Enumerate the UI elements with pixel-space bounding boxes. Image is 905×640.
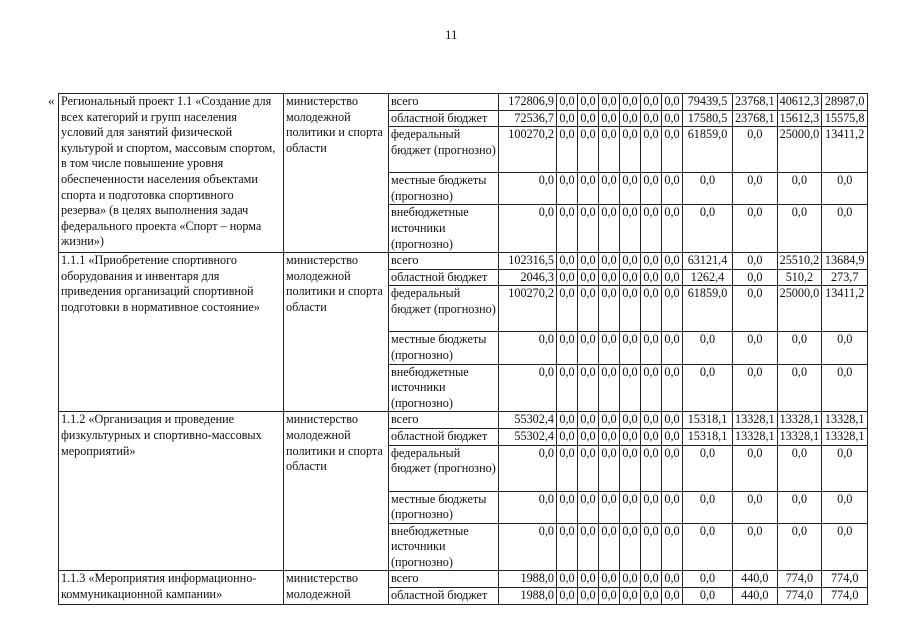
year-value: 0,0 bbox=[578, 588, 599, 605]
year-value: 0,0 bbox=[578, 127, 599, 173]
year-value: 0,0 bbox=[733, 332, 778, 364]
table-row bbox=[59, 94, 868, 111]
year-value: 0,0 bbox=[620, 491, 641, 523]
year-value: 0,0 bbox=[822, 491, 868, 523]
year-value: 0,0 bbox=[599, 269, 620, 286]
funding-source: всего bbox=[389, 571, 499, 588]
year-value: 28987,0 bbox=[822, 94, 868, 111]
year-value: 0,0 bbox=[620, 269, 641, 286]
total-value: 100270,2 bbox=[499, 286, 557, 332]
year-value: 0,0 bbox=[662, 94, 683, 111]
year-value: 0,0 bbox=[662, 332, 683, 364]
year-value: 15575,8 bbox=[822, 110, 868, 127]
year-value: 0,0 bbox=[683, 571, 733, 588]
year-value: 0,0 bbox=[641, 110, 662, 127]
year-value: 0,0 bbox=[620, 205, 641, 253]
executor: министерство молодежной политики и спорта области bbox=[284, 253, 389, 412]
table-row bbox=[59, 412, 868, 429]
year-value: 0,0 bbox=[599, 428, 620, 445]
year-value: 25000,0 bbox=[777, 286, 822, 332]
year-value: 61859,0 bbox=[683, 127, 733, 173]
year-value: 0,0 bbox=[662, 412, 683, 429]
year-value: 0,0 bbox=[599, 173, 620, 205]
total-value: 2046,3 bbox=[499, 269, 557, 286]
year-value: 0,0 bbox=[733, 173, 778, 205]
year-value: 17580,5 bbox=[683, 110, 733, 127]
total-value: 1988,0 bbox=[499, 588, 557, 605]
total-value: 0,0 bbox=[499, 445, 557, 491]
funding-source: федеральный бюджет (прогнозно) bbox=[389, 445, 499, 491]
year-value: 0,0 bbox=[620, 127, 641, 173]
year-value: 0,0 bbox=[578, 445, 599, 491]
funding-source: областной бюджет bbox=[389, 110, 499, 127]
total-value: 0,0 bbox=[499, 491, 557, 523]
year-value: 0,0 bbox=[822, 364, 868, 412]
total-value: 55302,4 bbox=[499, 412, 557, 429]
year-value: 0,0 bbox=[578, 269, 599, 286]
year-value: 0,0 bbox=[599, 286, 620, 332]
year-value: 13328,1 bbox=[822, 428, 868, 445]
year-value: 0,0 bbox=[599, 571, 620, 588]
year-value: 0,0 bbox=[822, 332, 868, 364]
year-value: 0,0 bbox=[620, 286, 641, 332]
year-value: 0,0 bbox=[578, 253, 599, 270]
funding-source: федеральный бюджет (прогнозно) bbox=[389, 286, 499, 332]
year-value: 0,0 bbox=[557, 491, 578, 523]
year-value: 0,0 bbox=[733, 445, 778, 491]
opening-quote-mark: « bbox=[48, 93, 55, 108]
year-value: 0,0 bbox=[641, 428, 662, 445]
executor: министерство молодежной политики и спорта области bbox=[284, 94, 389, 253]
funding-source: федеральный бюджет (прогнозно) bbox=[389, 127, 499, 173]
year-value: 0,0 bbox=[683, 364, 733, 412]
table-row bbox=[59, 253, 868, 270]
year-value: 0,0 bbox=[620, 523, 641, 571]
year-value: 774,0 bbox=[822, 571, 868, 588]
year-value: 0,0 bbox=[733, 127, 778, 173]
total-value: 0,0 bbox=[499, 523, 557, 571]
year-value: 15612,3 bbox=[777, 110, 822, 127]
year-value: 0,0 bbox=[578, 428, 599, 445]
year-value: 23768,1 bbox=[733, 94, 778, 111]
funding-source: всего bbox=[389, 253, 499, 270]
year-value: 0,0 bbox=[662, 205, 683, 253]
total-value: 72536,7 bbox=[499, 110, 557, 127]
year-value: 440,0 bbox=[733, 588, 778, 605]
year-value: 0,0 bbox=[620, 94, 641, 111]
table-row bbox=[59, 571, 868, 588]
budget-table bbox=[58, 93, 868, 605]
year-value: 0,0 bbox=[777, 332, 822, 364]
year-value: 0,0 bbox=[578, 332, 599, 364]
year-value: 0,0 bbox=[578, 94, 599, 111]
year-value: 0,0 bbox=[620, 364, 641, 412]
year-value: 0,0 bbox=[557, 588, 578, 605]
total-value: 0,0 bbox=[499, 364, 557, 412]
year-value: 0,0 bbox=[777, 523, 822, 571]
year-value: 0,0 bbox=[620, 588, 641, 605]
total-value: 0,0 bbox=[499, 332, 557, 364]
year-value: 0,0 bbox=[641, 588, 662, 605]
year-value: 0,0 bbox=[557, 286, 578, 332]
year-value: 0,0 bbox=[599, 94, 620, 111]
year-value: 0,0 bbox=[578, 173, 599, 205]
year-value: 25000,0 bbox=[777, 127, 822, 173]
year-value: 774,0 bbox=[822, 588, 868, 605]
year-value: 774,0 bbox=[777, 588, 822, 605]
funding-source: местные бюджеты (прогнозно) bbox=[389, 332, 499, 364]
year-value: 0,0 bbox=[557, 364, 578, 412]
year-value: 0,0 bbox=[641, 412, 662, 429]
year-value: 0,0 bbox=[662, 491, 683, 523]
year-value: 0,0 bbox=[557, 332, 578, 364]
year-value: 0,0 bbox=[683, 588, 733, 605]
year-value: 15318,1 bbox=[683, 428, 733, 445]
year-value: 0,0 bbox=[683, 205, 733, 253]
year-value: 63121,4 bbox=[683, 253, 733, 270]
total-value: 0,0 bbox=[499, 205, 557, 253]
year-value: 0,0 bbox=[557, 412, 578, 429]
year-value: 13411,2 bbox=[822, 127, 868, 173]
year-value: 0,0 bbox=[822, 445, 868, 491]
year-value: 0,0 bbox=[777, 491, 822, 523]
year-value: 0,0 bbox=[641, 94, 662, 111]
year-value: 0,0 bbox=[662, 364, 683, 412]
year-value: 13411,2 bbox=[822, 286, 868, 332]
year-value: 0,0 bbox=[733, 269, 778, 286]
year-value: 0,0 bbox=[683, 173, 733, 205]
year-value: 0,0 bbox=[599, 364, 620, 412]
year-value: 0,0 bbox=[557, 445, 578, 491]
year-value: 0,0 bbox=[683, 332, 733, 364]
total-value: 102316,5 bbox=[499, 253, 557, 270]
year-value: 0,0 bbox=[641, 286, 662, 332]
year-value: 0,0 bbox=[662, 571, 683, 588]
year-value: 0,0 bbox=[641, 173, 662, 205]
year-value: 0,0 bbox=[620, 412, 641, 429]
year-value: 0,0 bbox=[641, 127, 662, 173]
year-value: 0,0 bbox=[578, 286, 599, 332]
year-value: 0,0 bbox=[733, 286, 778, 332]
year-value: 0,0 bbox=[641, 205, 662, 253]
year-value: 0,0 bbox=[777, 205, 822, 253]
year-value: 0,0 bbox=[620, 332, 641, 364]
funding-source: областной бюджет bbox=[389, 269, 499, 286]
year-value: 0,0 bbox=[599, 332, 620, 364]
year-value: 0,0 bbox=[777, 445, 822, 491]
year-value: 0,0 bbox=[662, 253, 683, 270]
year-value: 774,0 bbox=[777, 571, 822, 588]
funding-source: местные бюджеты (прогнозно) bbox=[389, 173, 499, 205]
funding-source: внебюджетные источники (прогнозно) bbox=[389, 523, 499, 571]
year-value: 40612,3 bbox=[777, 94, 822, 111]
year-value: 273,7 bbox=[822, 269, 868, 286]
year-value: 0,0 bbox=[578, 412, 599, 429]
year-value: 0,0 bbox=[557, 269, 578, 286]
total-value: 55302,4 bbox=[499, 428, 557, 445]
total-value: 0,0 bbox=[499, 173, 557, 205]
year-value: 0,0 bbox=[683, 523, 733, 571]
year-value: 13328,1 bbox=[733, 428, 778, 445]
year-value: 0,0 bbox=[662, 269, 683, 286]
year-value: 0,0 bbox=[578, 205, 599, 253]
year-value: 0,0 bbox=[599, 110, 620, 127]
year-value: 0,0 bbox=[641, 491, 662, 523]
year-value: 0,0 bbox=[733, 491, 778, 523]
total-value: 1988,0 bbox=[499, 571, 557, 588]
executor: министерство молодежной bbox=[284, 571, 389, 604]
year-value: 0,0 bbox=[620, 445, 641, 491]
year-value: 13328,1 bbox=[777, 412, 822, 429]
year-value: 0,0 bbox=[578, 364, 599, 412]
year-value: 0,0 bbox=[599, 127, 620, 173]
year-value: 510,2 bbox=[777, 269, 822, 286]
year-value: 0,0 bbox=[620, 253, 641, 270]
year-value: 0,0 bbox=[599, 491, 620, 523]
total-value: 172806,9 bbox=[499, 94, 557, 111]
year-value: 0,0 bbox=[641, 269, 662, 286]
year-value: 23768,1 bbox=[733, 110, 778, 127]
year-value: 440,0 bbox=[733, 571, 778, 588]
year-value: 1262,4 bbox=[683, 269, 733, 286]
year-value: 0,0 bbox=[557, 110, 578, 127]
funding-source: внебюджетные источники (прогнозно) bbox=[389, 205, 499, 253]
year-value: 0,0 bbox=[599, 412, 620, 429]
year-value: 0,0 bbox=[599, 253, 620, 270]
year-value: 0,0 bbox=[557, 127, 578, 173]
year-value: 0,0 bbox=[599, 588, 620, 605]
year-value: 13328,1 bbox=[822, 412, 868, 429]
funding-source: всего bbox=[389, 94, 499, 111]
year-value: 0,0 bbox=[822, 523, 868, 571]
funding-source: областной бюджет bbox=[389, 588, 499, 605]
year-value: 0,0 bbox=[557, 205, 578, 253]
year-value: 0,0 bbox=[822, 205, 868, 253]
year-value: 15318,1 bbox=[683, 412, 733, 429]
year-value: 0,0 bbox=[578, 523, 599, 571]
year-value: 0,0 bbox=[662, 127, 683, 173]
year-value: 0,0 bbox=[733, 364, 778, 412]
funding-source: внебюджетные источники (прогнозно) bbox=[389, 364, 499, 412]
year-value: 0,0 bbox=[662, 445, 683, 491]
year-value: 0,0 bbox=[599, 205, 620, 253]
year-value: 0,0 bbox=[578, 571, 599, 588]
year-value: 0,0 bbox=[662, 523, 683, 571]
total-value: 100270,2 bbox=[499, 127, 557, 173]
year-value: 0,0 bbox=[578, 491, 599, 523]
year-value: 0,0 bbox=[733, 523, 778, 571]
funding-source: местные бюджеты (прогнозно) bbox=[389, 491, 499, 523]
year-value: 0,0 bbox=[557, 571, 578, 588]
year-value: 0,0 bbox=[641, 253, 662, 270]
year-value: 0,0 bbox=[620, 173, 641, 205]
year-value: 0,0 bbox=[683, 445, 733, 491]
year-value: 0,0 bbox=[557, 253, 578, 270]
year-value: 0,0 bbox=[662, 588, 683, 605]
page-number: 11 bbox=[445, 27, 458, 42]
year-value: 0,0 bbox=[557, 428, 578, 445]
year-value: 0,0 bbox=[733, 205, 778, 253]
measure-name: 1.1.1 «Приобретение спортивного оборудования и инвентаря для приведения организаций спортивной подготовки в нормативное состояние» bbox=[59, 253, 284, 412]
measure-name: 1.1.2 «Организация и проведение физкультурных и спортивно-массовых мероприятий» bbox=[59, 412, 284, 571]
year-value: 0,0 bbox=[777, 364, 822, 412]
measure-name: Региональный проект 1.1 «Создание для всех категорий и групп населения условий для занятий физической культурой и спортом, массовым спортом, в том числе повышение уровня обеспеченности населения объектами спорта и подготовка спортивного резерва» (в целях выполнения задач федерального проекта «Спорт – норма жизни») bbox=[59, 94, 284, 253]
funding-source: областной бюджет bbox=[389, 428, 499, 445]
year-value: 0,0 bbox=[662, 173, 683, 205]
year-value: 0,0 bbox=[662, 110, 683, 127]
year-value: 0,0 bbox=[578, 110, 599, 127]
year-value: 0,0 bbox=[641, 364, 662, 412]
year-value: 0,0 bbox=[557, 94, 578, 111]
year-value: 0,0 bbox=[620, 428, 641, 445]
year-value: 0,0 bbox=[662, 428, 683, 445]
year-value: 61859,0 bbox=[683, 286, 733, 332]
year-value: 13328,1 bbox=[777, 428, 822, 445]
year-value: 0,0 bbox=[662, 286, 683, 332]
year-value: 0,0 bbox=[620, 571, 641, 588]
year-value: 0,0 bbox=[641, 332, 662, 364]
year-value: 0,0 bbox=[733, 253, 778, 270]
year-value: 0,0 bbox=[641, 445, 662, 491]
year-value: 0,0 bbox=[641, 571, 662, 588]
year-value: 0,0 bbox=[620, 110, 641, 127]
year-value: 0,0 bbox=[557, 523, 578, 571]
executor: министерство молодежной политики и спорта области bbox=[284, 412, 389, 571]
year-value: 0,0 bbox=[822, 173, 868, 205]
measure-name: 1.1.3 «Мероприятия информационно-коммуникационной кампании» bbox=[59, 571, 284, 604]
year-value: 0,0 bbox=[599, 445, 620, 491]
year-value: 0,0 bbox=[683, 491, 733, 523]
year-value: 13328,1 bbox=[733, 412, 778, 429]
year-value: 79439,5 bbox=[683, 94, 733, 111]
funding-source: всего bbox=[389, 412, 499, 429]
year-value: 0,0 bbox=[557, 173, 578, 205]
year-value: 25510,2 bbox=[777, 253, 822, 270]
year-value: 0,0 bbox=[641, 523, 662, 571]
year-value: 0,0 bbox=[599, 523, 620, 571]
year-value: 13684,9 bbox=[822, 253, 868, 270]
year-value: 0,0 bbox=[777, 173, 822, 205]
